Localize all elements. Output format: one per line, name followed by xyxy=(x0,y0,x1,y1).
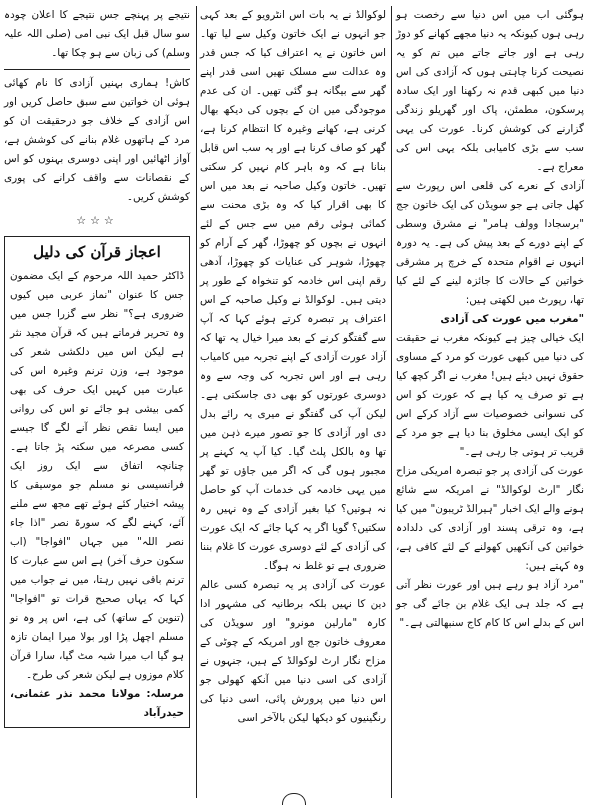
article-signature: مرسلہ: مولانا محمد نذر عثمانی، حیدرآباد xyxy=(10,688,184,719)
divider xyxy=(4,69,190,70)
column-divider xyxy=(391,6,392,798)
paragraph: لوکوالڈ نے یہ بات اس انٹرویو کے بعد کہی جو انہوں نے ایک خاتون وکیل سے لیا تھا۔ اس خاتون نے یہ اعتراف کیا کہ جس قدر وہ عدالت سے مسلک تھیں اسی قدر اپنے گھر سے بیگانہ ہو گئی تھیں۔ ان کی عدم موجودگی میں ان کے بچوں کی دیکھ بھال کرنی ہے، کھانے وغیرہ کا انتظام کرنا ہے، گھر کو صاف کرنا ہے اور یہ سب اس قابل بنانا ہے کہ وہ باہر کام نہیں کر سکتی تھیں۔ خاتون وکیل صاحبہ نے بعد میں اس کا بھی اقرار کیا کہ وہ بڑی محنت سے کمائی ہوئی رقم میں سے جس کے لئے انہوں نے بچوں کو چھوڑا، گھر کے آرام کو چھوڑا، شوہر کی عنایات کو چھوڑا، آدھی رقم اپنی اس خادمہ کو تنخواہ کے طور پر دیتی ہیں۔ لوکوالڈ نے وکیل صاحبہ کے اس اعتراف پر تبصرہ کرتے ہوئے کہا کہ آپ سے گفتگو کرنے کے بعد میرا خیال یہ تھا کہ آزاد عورت آزادی کے اپنے تجربہ میں کامیاب رہی ہے اور اس تجربہ کی وجہ سے وہ دوسری عورتوں کو بھی دی جاسکتی ہے۔ لیکن آپ کی گفتگو نے میری یہ رائے بدل دی اور آزادی کا جو تصور میرے ذہن میں تھا وہ بالکل پلٹ گیا۔ کیا آپ یہ کہنے پر مجبور ہوں گی کہ اگر میں جاؤں تو گھر میں یہی خادمہ کی خدمات آپ کو حاصل نہ ہوتیں؟ کیا بغیر آزادی کے وہ نہیں رہ سکتیں؟ گویا اگر یہ کہا جائے کہ ایک عورت کی آزادی کے لئے دوسری عورت کا غلام بننا ضروری ہے تو غلط نہ ہوگا۔ xyxy=(200,9,386,572)
column-right xyxy=(396,6,584,633)
paragraph: "مرد آزاد ہو رہے ہیں اور عورت نظر آتی ہے کہ جلد ہی ایک غلام بن جائے گی جو اس کے بدلے اس کا کام کاج سنبھالتی ہے۔" xyxy=(396,579,584,629)
page-number-ornament xyxy=(282,793,306,805)
article-body: ڈاکٹر حمید اللہ مرحوم کے ایک مضمون جس کا عنوان "نماز عربی میں کیوں ضروری ہے؟" نظر سے گزرا جس میں وہ تحریر فرماتے ہیں کہ قرآن مجید نثر ہے لیکن اس میں دلکشی شعر کی موجود ہے، وزن ترنم وغیرہ اس کی عبارت میں کہیں ایک حرف کی بھی کمی بیشی ہو جائے تو اس کی روانی میں ایسا نقص نظر آنے لگے گا جیسے کسی مصرعہ میں سکتہ پڑ جاتا ہے۔ چنانچہ اتفاق سے ایک روز ایک فرانسیسی نو مسلم جو موسیقی کا پیشہ اختیار کئے ہوئے تھے مجھ سے ملنے آئے، کہنے لگے کہ سورۃ نصر "اذا جاء نصر اللہ" میں جہاں "افواجا" (اب سکون حرف آخر) ہے اس سے عبارت کا ترنم باقی نہیں رہتا، میں نے جواب میں کہا کہ یہاں صحیح قرات تو "افواجا" (تنوین کے ساتھ) کی ہے، اس پر وہ نو مسلم اچھل پڑا اور بولا میرا ایمان تازہ ہو گیا اب میرا شبہ مٹ گیا، سارا قرآن کلام موزوں ہے لیکن شعر کی طرح۔ xyxy=(10,270,184,681)
column-divider xyxy=(196,6,197,798)
section-stars: ☆☆☆ xyxy=(76,214,118,227)
paragraph: عورت کی آزادی پر یہ تبصرہ کسی عالم دین کا نہیں بلکہ برطانیہ کی مشہور ادا کارہ "مارلین مونرو" اور سویڈن کی معروف خاتون جج اور امریکہ کے چوٹی کے مزاح نگار ارٹ لوکوالڈ کے ہیں، جنہوں نے آزادی کی اسی دنیا میں آنکھ کھولی جو اس دنیا میں پرورش پائی، اسی دنیا کی رنگینیوں کو دیکھا لیکن بالآخر اسی xyxy=(200,579,386,724)
paragraph: آزادی کے نعرے کی قلعی اس رپورٹ سے کھل جاتی ہے جو سویڈن کی ایک خاتون جج "برسجادا وولف ہامر" نے مشرق وسطی کے اپنے دورے کے بعد پیش کی ہے۔ یہ دورہ انہوں نے اقوام متحدہ کے خرچ پر مشرقی خواتین کے حالات کا جائزہ لینے کے لئے کیا تھا، رپورٹ میں لکھتی ہیں: xyxy=(396,180,584,306)
article-title: اعجاز قرآن کی دلیل xyxy=(33,243,161,261)
paragraph: ایک خیالی چیز ہے کیونکہ مغرب نے حقیقت کی دنیا میں کبھی عورت کو مرد کے مساوی حقوق نہیں دیئے ہیں! مغرب نے اگر کچھ کیا ہے تو صرف یہ کیا ہے کہ عورت کو اس کی نسوانی خصوصیات سے آزاد کرکے اس کو ایک ایسی مخلوق بنا دیا ہے جو مرد کے قریب تر ہوتی جا رہی ہے۔" xyxy=(396,332,584,458)
paragraph: کاش! ہماری بہنیں آزادی کا نام کھائی ہوئی ان خواتین سے سبق حاصل کریں اور اس آزادی کے خلاف جو درحقیقت ان کو مرد کے ہاتھوں غلام بنانے کی کوشش ہے، آواز اٹھائیں اور اپنی دوسری بہنوں کو اس کے نقصانات سے واقف کرانے کی پوری کوشش کریں۔ xyxy=(4,77,190,203)
column-left xyxy=(4,6,190,728)
boxed-article xyxy=(4,236,190,728)
paragraph: عورت کی آزادی پر جو تبصرہ امریکی مزاح نگار "ارٹ لوکوالڈ" نے امریکہ سے شائع ہونے والے ایک اخبار "ہیرالڈ ٹریبون" میں کیا ہے، وہ ترقی پسند اور آزادی کی دلدادہ خواتین کی آنکھیں کھولنے کے لئے کافی ہے، وہ کہتے ہیں: xyxy=(396,465,584,572)
column-middle xyxy=(200,6,386,728)
paragraph: نتیجے پر پہنچے جس نتیجے کا اعلان چودہ سو سال قبل ایک نبی امی (صلی اللہ علیہ وسلم) کی زبان سے ہو چکا تھا۔ xyxy=(4,9,190,59)
quote-heading: "مغرب میں عورت کی آزادی xyxy=(440,313,584,325)
paragraph: ہوگئی اب میں اس دنیا سے رخصت ہو رہی ہوں کیونکہ یہ دنیا مجھے کھانے کو دوڑ رہی ہے اور جاتے جاتے میں تم کو یہ نصیحت کرنا چاہتی ہوں کہ آزادی کی اس دنیا میں کبھی قدم نہ رکھنا اور ایک سادہ پرسکون، مطمئن، پاک اور گھریلو زندگی گزارنے کی کوشش کرنا۔ عورت کی یہی سب سے بڑی کامیابی بلکہ یہی اس کی معراج ہے۔ xyxy=(396,9,584,173)
